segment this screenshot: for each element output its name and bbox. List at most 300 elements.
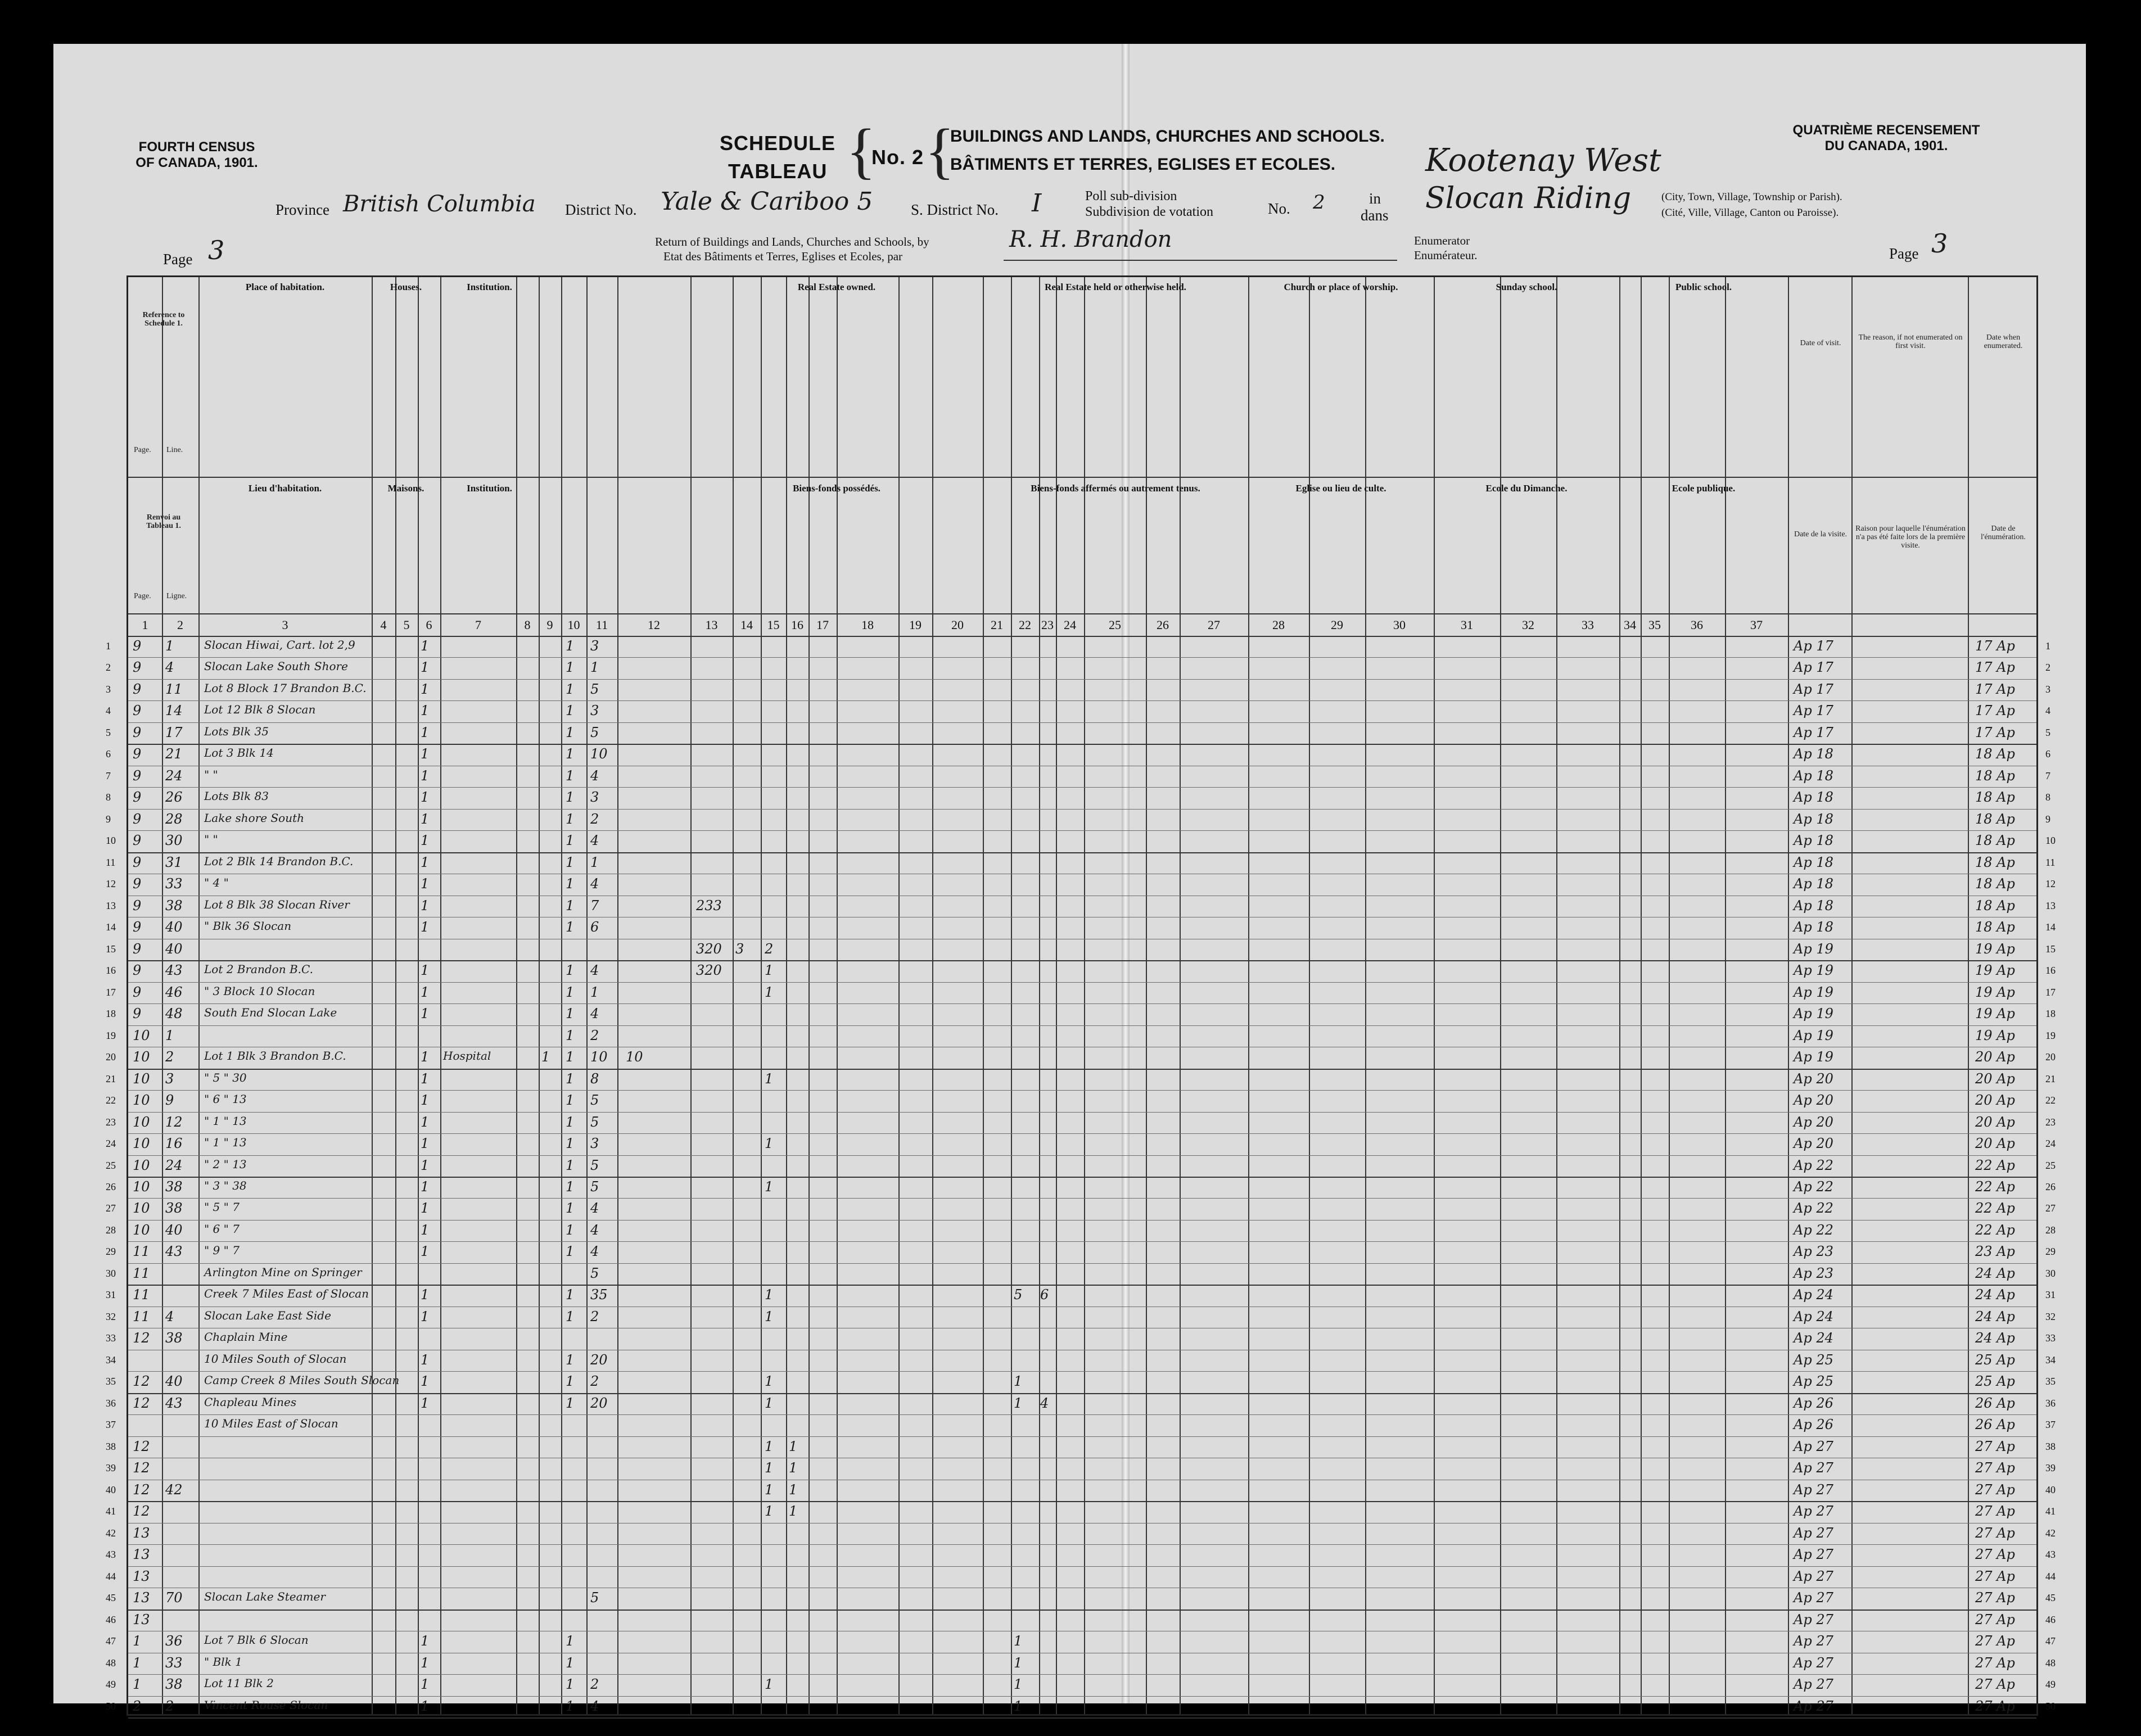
district-value: Yale & Cariboo 5 bbox=[661, 187, 873, 216]
cell-line: 43 bbox=[165, 1395, 183, 1411]
cell-page: 9 bbox=[133, 724, 142, 740]
page-value-left: 3 bbox=[208, 235, 225, 265]
polling-no-label: No. bbox=[1268, 200, 1290, 217]
column-number: 7 bbox=[475, 618, 481, 632]
cell-line: 38 bbox=[165, 1179, 183, 1195]
row-number-right: 10 bbox=[2045, 835, 2056, 847]
row-number-right: 5 bbox=[2045, 726, 2050, 738]
cell-fam: 1 bbox=[566, 638, 575, 654]
row-number: 45 bbox=[106, 1592, 116, 1604]
place-value-2: Slocan Riding bbox=[1425, 182, 1632, 215]
column-number: 35 bbox=[1648, 618, 1661, 632]
group-public-fr: Ecole publique. bbox=[1672, 483, 1736, 494]
cell-inh: 1 bbox=[421, 962, 430, 979]
page-value-right: 3 bbox=[1931, 228, 1948, 259]
cell-line: 17 bbox=[165, 724, 183, 740]
cell-page: 12 bbox=[133, 1330, 150, 1346]
cell-place: " 3 " 38 bbox=[204, 1179, 247, 1192]
cell-line: 70 bbox=[165, 1590, 183, 1606]
cell-inh: 1 bbox=[421, 811, 430, 827]
cell-page: 10 bbox=[133, 1136, 150, 1152]
cell-enum: 27 Ap bbox=[1975, 1590, 2015, 1606]
cell-visit: Ap 20 bbox=[1794, 1070, 1833, 1087]
cell-line: 3 bbox=[165, 1070, 174, 1087]
cell-visit: Ap 19 bbox=[1794, 1006, 1833, 1022]
cell-page: 1 bbox=[133, 1633, 142, 1649]
cell-rooms: 5 bbox=[590, 724, 599, 740]
cell-line: 4 bbox=[165, 1308, 174, 1324]
cell-enum: 18 Ap bbox=[1975, 919, 2015, 935]
row-number: 42 bbox=[106, 1527, 116, 1539]
column-number: 9 bbox=[546, 618, 553, 632]
row-number-right: 47 bbox=[2045, 1635, 2056, 1647]
cell-page: 9 bbox=[133, 767, 142, 784]
row-rule bbox=[128, 982, 2036, 983]
row-rule bbox=[128, 679, 2036, 680]
group-place-en: Place of habitation. bbox=[245, 282, 325, 292]
cell-fam: 1 bbox=[566, 1373, 575, 1390]
district-label: District No. bbox=[565, 201, 637, 218]
row-number-right: 22 bbox=[2045, 1095, 2056, 1106]
row-number-right: 18 bbox=[2045, 1008, 2056, 1020]
cell-place: " 5 " 7 bbox=[204, 1200, 240, 1214]
cell-c15: 1 bbox=[789, 1481, 798, 1498]
row-number-right: 2 bbox=[2045, 662, 2050, 673]
cell-visit: Ap 17 bbox=[1794, 724, 1833, 740]
cell-page: 10 bbox=[133, 1027, 150, 1043]
row-rule bbox=[128, 1544, 2036, 1545]
cell-visit: Ap 19 bbox=[1794, 1049, 1833, 1065]
cell-visit: Ap 18 bbox=[1794, 789, 1833, 806]
cell-c14: 2 bbox=[765, 941, 774, 957]
cell-visit: Ap 22 bbox=[1794, 1200, 1833, 1217]
cell-inh: 1 bbox=[421, 1006, 430, 1022]
cell-place: Slocan Lake Steamer bbox=[204, 1590, 326, 1604]
cell-c14: 1 bbox=[765, 1481, 774, 1498]
row-number-right: 21 bbox=[2045, 1073, 2056, 1084]
row-number-right: 12 bbox=[2045, 878, 2056, 890]
cell-visit: Ap 18 bbox=[1794, 746, 1833, 762]
cell-place: Slocan Lake East Side bbox=[204, 1308, 331, 1322]
column-number: 15 bbox=[767, 618, 780, 632]
row-number: 41 bbox=[106, 1506, 116, 1517]
cell-place: Lot 2 Blk 14 Brandon B.C. bbox=[204, 854, 354, 868]
column-number: 25 bbox=[1109, 618, 1121, 632]
cell-place: Creek 7 Miles East of Slocan bbox=[204, 1287, 369, 1301]
cell-line: 12 bbox=[165, 1114, 183, 1130]
census-title-right: QUATRIÈME RECENSEMENT DU CANADA, 1901. bbox=[1792, 123, 1980, 153]
cell-visit: Ap 27 bbox=[1794, 1481, 1833, 1498]
row-number: 15 bbox=[106, 943, 116, 955]
date-enum-header: Date when enumerated. bbox=[1984, 333, 2023, 350]
group-houses-fr: Maisons. bbox=[387, 483, 424, 494]
cell-line: 9 bbox=[165, 1092, 174, 1109]
row-number: 21 bbox=[106, 1073, 116, 1084]
cell-rooms: 3 bbox=[590, 703, 599, 719]
cell-line: 43 bbox=[165, 1244, 183, 1260]
row-rule bbox=[128, 1717, 2036, 1719]
column-number: 20 bbox=[951, 618, 964, 632]
cell-line: 33 bbox=[165, 876, 183, 892]
cell-inh: 1 bbox=[421, 724, 430, 740]
cell-c14: 1 bbox=[765, 1395, 774, 1411]
cell-visit: Ap 18 bbox=[1794, 854, 1833, 870]
line-header-fr: Ligne. bbox=[166, 592, 187, 600]
row-number-right: 17 bbox=[2045, 986, 2056, 998]
cell-line: 48 bbox=[165, 1006, 183, 1022]
column-number: 33 bbox=[1582, 618, 1594, 632]
cell-c20: 1 bbox=[1014, 1654, 1023, 1671]
column-number: 10 bbox=[567, 618, 580, 632]
column-number: 21 bbox=[991, 618, 1003, 632]
reason-header: The reason, if not enumerated on first visit. bbox=[1858, 333, 1963, 350]
column-number: 29 bbox=[1331, 618, 1343, 632]
row-rule bbox=[128, 1025, 2036, 1026]
column-number: 36 bbox=[1691, 618, 1703, 632]
column-number: 5 bbox=[403, 618, 410, 632]
cell-rooms: 3 bbox=[590, 1136, 599, 1152]
row-rule bbox=[128, 852, 2036, 853]
ref-header-en: Reference to Schedule 1. bbox=[142, 311, 185, 328]
cell-enum: 24 Ap bbox=[1975, 1308, 2015, 1324]
cell-inh: 1 bbox=[421, 1654, 430, 1671]
row-number-right: 28 bbox=[2045, 1224, 2056, 1236]
cell-enum: 22 Ap bbox=[1975, 1222, 2015, 1238]
cell-fam: 1 bbox=[566, 789, 575, 806]
row-number: 7 bbox=[106, 770, 111, 781]
cell-visit: Ap 27 bbox=[1794, 1460, 1833, 1476]
cell-visit: Ap 22 bbox=[1794, 1157, 1833, 1173]
cell-rooms: 8 bbox=[590, 1070, 599, 1087]
cell-line: 2 bbox=[165, 1049, 174, 1065]
cell-line: 36 bbox=[165, 1633, 183, 1649]
reason-header-fr: Raison pour laquelle l'énumération n'a pas été faite lors de la première visite. bbox=[1855, 525, 1966, 550]
brace-left: { bbox=[846, 116, 876, 185]
cell-inh: 1 bbox=[421, 833, 430, 849]
row-number: 29 bbox=[106, 1246, 116, 1258]
row-number: 43 bbox=[106, 1549, 116, 1561]
cell-fam: 1 bbox=[566, 1308, 575, 1324]
row-rule bbox=[128, 722, 2036, 723]
cell-enum: 24 Ap bbox=[1975, 1287, 2015, 1303]
province-label: Province bbox=[275, 201, 329, 218]
column-rule bbox=[617, 277, 618, 1714]
column-number: 6 bbox=[426, 618, 432, 632]
row-rule bbox=[128, 1674, 2036, 1675]
cell-visit: Ap 20 bbox=[1794, 1136, 1833, 1152]
cell-place: Lot 11 Blk 2 bbox=[204, 1676, 274, 1690]
cell-line: 40 bbox=[165, 1373, 183, 1390]
sub-district-label: S. District No. bbox=[911, 201, 999, 218]
cell-line: 1 bbox=[165, 638, 174, 654]
cell-inh: 1 bbox=[421, 1308, 430, 1324]
cell-c13: 3 bbox=[735, 941, 744, 957]
cell-place: " " bbox=[204, 833, 218, 847]
row-number: 30 bbox=[106, 1267, 116, 1279]
date-visit-header-fr: Date de la visite. bbox=[1794, 530, 1848, 539]
polling-label-fr: Subdivision de votation bbox=[1085, 205, 1213, 219]
column-number: 28 bbox=[1272, 618, 1285, 632]
cell-visit: Ap 27 bbox=[1794, 1611, 1833, 1628]
group-houses-en: Houses. bbox=[390, 282, 422, 292]
cell-inh: 1 bbox=[421, 1179, 430, 1195]
row-number: 3 bbox=[106, 683, 111, 695]
row-number: 37 bbox=[106, 1419, 116, 1431]
row-number-right: 40 bbox=[2045, 1484, 2056, 1495]
cell-page: 10 bbox=[133, 1092, 150, 1109]
cell-fam: 1 bbox=[566, 1698, 575, 1714]
cell-page: 9 bbox=[133, 746, 142, 762]
cell-line: 2 bbox=[165, 1698, 174, 1714]
cell-page: 10 bbox=[133, 1114, 150, 1130]
cell-page: 1 bbox=[133, 1676, 142, 1693]
cell-rooms: 35 bbox=[590, 1287, 608, 1303]
row-number: 23 bbox=[106, 1116, 116, 1128]
row-number: 36 bbox=[106, 1397, 116, 1409]
column-number: 19 bbox=[909, 618, 922, 632]
cell-visit: Ap 27 bbox=[1794, 1590, 1833, 1606]
cell-rooms: 4 bbox=[590, 1244, 599, 1260]
row-number-right: 6 bbox=[2045, 748, 2050, 760]
row-number: 47 bbox=[106, 1635, 116, 1647]
schedule-number: No. 2 bbox=[871, 146, 924, 169]
cell-place: Lot 8 Block 17 Brandon B.C. bbox=[204, 681, 367, 695]
column-number: 18 bbox=[861, 618, 874, 632]
cell-fam: 1 bbox=[566, 897, 575, 914]
cell-page: 9 bbox=[133, 919, 142, 935]
cell-page: 9 bbox=[133, 789, 142, 806]
cell-page: 13 bbox=[133, 1525, 150, 1541]
cell-acres: 233 bbox=[696, 897, 722, 914]
cell-place: " 5 " 30 bbox=[204, 1070, 247, 1084]
row-number-right: 31 bbox=[2045, 1289, 2056, 1301]
column-number: 37 bbox=[1750, 618, 1763, 632]
cell-enum: 20 Ap bbox=[1975, 1114, 2015, 1130]
row-number: 34 bbox=[106, 1354, 116, 1366]
cell-visit: Ap 27 bbox=[1794, 1568, 1833, 1584]
cell-fam: 1 bbox=[566, 1222, 575, 1238]
row-number: 25 bbox=[106, 1159, 116, 1171]
cell-place: " 6 " 7 bbox=[204, 1222, 240, 1236]
cell-visit: Ap 19 bbox=[1794, 962, 1833, 979]
row-number-right: 41 bbox=[2045, 1506, 2056, 1517]
cell-place: Lot 8 Blk 38 Slocan River bbox=[204, 897, 350, 911]
cell-page: 12 bbox=[133, 1438, 150, 1454]
cell-page: 10 bbox=[133, 1222, 150, 1238]
cell-line: 4 bbox=[165, 659, 174, 676]
cell-enum: 17 Ap bbox=[1975, 724, 2015, 740]
row-number: 48 bbox=[106, 1657, 116, 1669]
row-rule bbox=[128, 1133, 2036, 1134]
row-number-right: 9 bbox=[2045, 813, 2050, 825]
cell-fam: 1 bbox=[566, 746, 575, 762]
cell-line: 31 bbox=[165, 854, 183, 870]
cell-visit: Ap 27 bbox=[1794, 1698, 1833, 1714]
cell-enum: 17 Ap bbox=[1975, 659, 2015, 676]
column-number: 17 bbox=[816, 618, 829, 632]
cell-c20: 1 bbox=[1014, 1698, 1023, 1714]
cell-inh: 1 bbox=[421, 703, 430, 719]
cell-c15: 1 bbox=[789, 1503, 798, 1520]
cell-line: 11 bbox=[165, 681, 183, 697]
row-number: 27 bbox=[106, 1202, 116, 1214]
row-rule bbox=[128, 1696, 2036, 1697]
column-number: 32 bbox=[1522, 618, 1534, 632]
page-header-fr: Page. bbox=[134, 592, 151, 600]
cell-place: Camp Creek 8 Miles South Slocan bbox=[204, 1373, 400, 1387]
title-french: BÂTIMENTS ET TERRES, EGLISES ET ECOLES. bbox=[950, 155, 1336, 174]
cell-enum: 27 Ap bbox=[1975, 1568, 2015, 1584]
cell-place: Arlington Mine on Springer bbox=[204, 1265, 362, 1279]
cell-visit: Ap 18 bbox=[1794, 919, 1833, 935]
cell-fam: 1 bbox=[566, 1070, 575, 1087]
cell-c14: 1 bbox=[765, 962, 774, 979]
enumerator-name: R. H. Brandon bbox=[1009, 227, 1172, 252]
cell-enum: 25 Ap bbox=[1975, 1373, 2015, 1390]
cell-page: 12 bbox=[133, 1395, 150, 1411]
column-number: 24 bbox=[1064, 618, 1076, 632]
cell-page: 13 bbox=[133, 1568, 150, 1584]
cell-line: 28 bbox=[165, 811, 183, 827]
cell-page: 11 bbox=[133, 1265, 150, 1281]
cell-page: 12 bbox=[133, 1503, 150, 1520]
cell-visit: Ap 27 bbox=[1794, 1438, 1833, 1454]
cell-rooms: 10 bbox=[590, 746, 608, 762]
cell-rooms: 7 bbox=[590, 897, 599, 914]
row-rule bbox=[128, 1393, 2036, 1394]
cell-line: 42 bbox=[165, 1481, 183, 1498]
column-number: 22 bbox=[1019, 618, 1031, 632]
cell-enum: 27 Ap bbox=[1975, 1654, 2015, 1671]
row-number: 20 bbox=[106, 1051, 116, 1063]
cell-page: 13 bbox=[133, 1611, 150, 1628]
cell-visit: Ap 27 bbox=[1794, 1633, 1833, 1649]
cell-place: Vincent Rouse Slocan bbox=[204, 1698, 328, 1712]
cell-page: 13 bbox=[133, 1547, 150, 1563]
schedule-table bbox=[106, 275, 2056, 1716]
cell-page: 9 bbox=[133, 811, 142, 827]
column-number: 23 bbox=[1041, 618, 1054, 632]
cell-c21: 4 bbox=[1040, 1395, 1049, 1411]
column-number: 31 bbox=[1461, 618, 1473, 632]
row-number: 6 bbox=[106, 748, 111, 760]
cell-line: 43 bbox=[165, 962, 183, 979]
cell-enum: 19 Ap bbox=[1975, 941, 2015, 957]
row-number: 13 bbox=[106, 899, 116, 911]
column-number: 34 bbox=[1624, 618, 1636, 632]
row-number-right: 30 bbox=[2045, 1267, 2056, 1279]
cell-fam: 1 bbox=[566, 876, 575, 892]
cell-page: 9 bbox=[133, 941, 142, 957]
cell-acres: 320 bbox=[696, 962, 722, 979]
row-number-right: 8 bbox=[2045, 792, 2050, 803]
cell-fam: 1 bbox=[566, 767, 575, 784]
row-number: 49 bbox=[106, 1679, 116, 1690]
cell-enum: 24 Ap bbox=[1975, 1330, 2015, 1346]
group-church-fr: Eglise ou lieu de culte. bbox=[1295, 483, 1386, 494]
cell-bldg: 1 bbox=[541, 1049, 550, 1065]
cell-fam: 1 bbox=[566, 1049, 575, 1065]
cell-visit: Ap 18 bbox=[1794, 767, 1833, 784]
cell-page: 9 bbox=[133, 1006, 142, 1022]
cell-inh: 1 bbox=[421, 919, 430, 935]
cell-place: Lot 3 Blk 14 bbox=[204, 746, 274, 760]
row-number-right: 36 bbox=[2045, 1397, 2056, 1409]
cell-fam: 1 bbox=[566, 1654, 575, 1671]
return-label-fr: Etat des Bâtiments et Terres, Eglises et Ecoles, par bbox=[663, 250, 903, 263]
cell-c14: 1 bbox=[765, 1460, 774, 1476]
cell-c11: 10 bbox=[626, 1049, 643, 1065]
row-number-right: 13 bbox=[2045, 899, 2056, 911]
cell-place: Slocan Lake South Shore bbox=[204, 659, 348, 673]
cell-visit: Ap 26 bbox=[1794, 1417, 1833, 1433]
cell-c14: 1 bbox=[765, 1070, 774, 1087]
cell-visit: Ap 27 bbox=[1794, 1547, 1833, 1563]
row-rule bbox=[128, 1155, 2036, 1156]
column-rule bbox=[162, 277, 163, 1714]
cell-inh: 1 bbox=[421, 1244, 430, 1260]
cell-place: " 1 " 13 bbox=[204, 1114, 247, 1128]
row-number-right: 27 bbox=[2045, 1202, 2056, 1214]
cell-place: Lot 7 Blk 6 Slocan bbox=[204, 1633, 309, 1647]
cell-rooms: 4 bbox=[590, 833, 599, 849]
row-number: 12 bbox=[106, 878, 116, 890]
row-number-right: 38 bbox=[2045, 1440, 2056, 1452]
row-number-right: 34 bbox=[2045, 1354, 2056, 1366]
row-number: 40 bbox=[106, 1484, 116, 1495]
row-number-right: 24 bbox=[2045, 1138, 2056, 1150]
row-number-right: 11 bbox=[2045, 856, 2056, 868]
cell-rooms: 5 bbox=[590, 1114, 599, 1130]
row-number: 24 bbox=[106, 1138, 116, 1150]
group-public-en: Public school. bbox=[1675, 282, 1732, 292]
cell-rooms: 5 bbox=[590, 1092, 599, 1109]
row-number-right: 33 bbox=[2045, 1332, 2056, 1344]
row-number-right: 49 bbox=[2045, 1679, 2056, 1690]
cell-visit: Ap 19 bbox=[1794, 1027, 1833, 1043]
cell-fam: 1 bbox=[566, 1351, 575, 1368]
cell-rooms: 10 bbox=[590, 1049, 608, 1065]
cell-fam: 1 bbox=[566, 1179, 575, 1195]
row-number: 5 bbox=[106, 726, 111, 738]
cell-place: Chapleau Mines bbox=[204, 1395, 297, 1409]
cell-c20: 1 bbox=[1014, 1676, 1023, 1693]
row-number-right: 20 bbox=[2045, 1051, 2056, 1063]
cell-enum: 18 Ap bbox=[1975, 897, 2015, 914]
date-enum-header-fr: Date de l'énumération. bbox=[1981, 525, 2026, 541]
cell-page: 9 bbox=[133, 703, 142, 719]
cell-enum: 22 Ap bbox=[1975, 1179, 2015, 1195]
row-number-right: 29 bbox=[2045, 1246, 2056, 1258]
cell-place: 10 Miles East of Slocan bbox=[204, 1417, 338, 1431]
cell-place: " 2 " 13 bbox=[204, 1157, 247, 1171]
cell-enum: 18 Ap bbox=[1975, 833, 2015, 849]
cell-visit: Ap 24 bbox=[1794, 1330, 1833, 1346]
column-number: 26 bbox=[1157, 618, 1169, 632]
cell-c20: 1 bbox=[1014, 1395, 1023, 1411]
cell-page: 9 bbox=[133, 638, 142, 654]
cell-visit: Ap 26 bbox=[1794, 1395, 1833, 1411]
cell-visit: Ap 18 bbox=[1794, 897, 1833, 914]
cell-visit: Ap 19 bbox=[1794, 941, 1833, 957]
cell-inh: 1 bbox=[421, 1049, 430, 1065]
cell-inh: 1 bbox=[421, 1092, 430, 1109]
cell-enum: 27 Ap bbox=[1975, 1525, 2015, 1541]
row-number-right: 32 bbox=[2045, 1310, 2056, 1322]
cell-fam: 1 bbox=[566, 1633, 575, 1649]
row-rule bbox=[128, 1177, 2036, 1178]
cell-line: 38 bbox=[165, 1200, 183, 1217]
